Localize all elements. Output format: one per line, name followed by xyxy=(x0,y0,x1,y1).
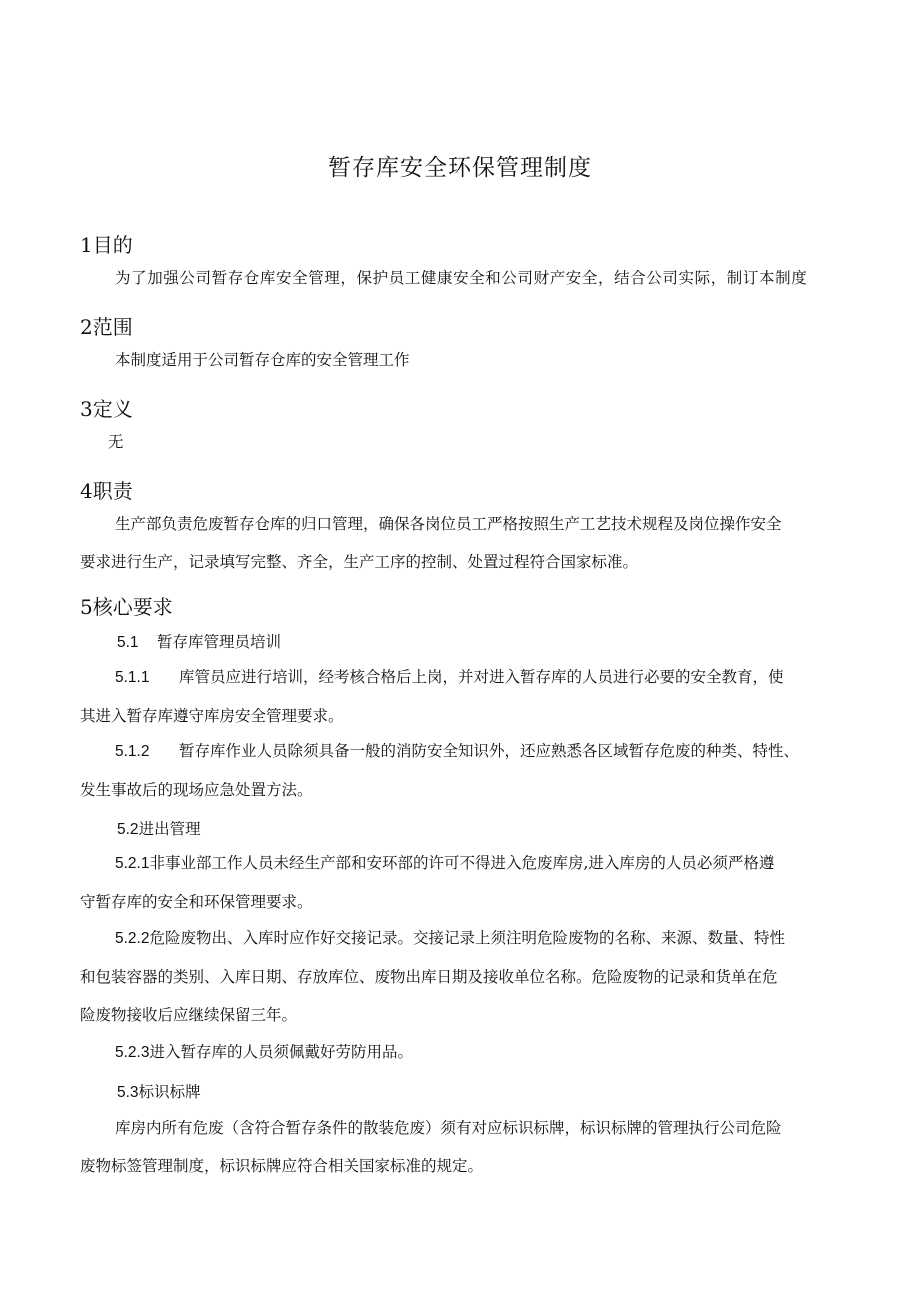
clause-5-2: 5.2进出管理 xyxy=(117,820,201,838)
document-title: 暂存库安全环保管理制度 xyxy=(328,155,592,181)
clause-5-3-body: 库房内所有危废（含符合暂存条件的散装危废）须有对应标识标牌，标识标牌的管理执行公司危险 废物标签管理制度，标识标牌应符合相关国家标准的规定。 xyxy=(80,1119,782,1175)
section-heading-purpose: 1目的 xyxy=(80,233,133,257)
clause-5-2-2: 5.2.2危险废物出、入库时应作好交接记录。交接记录上须注明危险废物的名称、来源、数量、特性 和包装容器的类别、入库日期、存放库位、废物出库日期及接收单位名称。危险废物的记录和货单在危 险废物接收后应继续保留三年。 xyxy=(80,929,785,1024)
clause-5-1-1: 5.1.1 库管员应进行培训，经考核合格后上岗，并对进入暂存库的人员进行必要的安全教育，使 其进入暂存库遵守库房安全管理要求。 xyxy=(80,668,784,725)
section-body-scope: 本制度适用于公司暂存仓库的安全管理工作 xyxy=(115,351,410,369)
clause-5-3: 5.3标识标牌 xyxy=(117,1083,201,1101)
section-body-definition: 无 xyxy=(108,433,124,451)
clause-5-2-3: 5.2.3进入暂存库的人员须佩戴好劳防用品。 xyxy=(115,1043,413,1061)
clause-5-2-1: 5.2.1非事业部工作人员未经生产部和安环部的许可不得进入危废库房,进入库房的人员必须严格遵 守暂存库的安全和环保管理要求。 xyxy=(80,854,775,911)
section-heading-responsibility: 4职责 xyxy=(80,479,133,503)
section-heading-definition: 3定义 xyxy=(80,397,133,421)
section-body-responsibility: 生产部负责危废暂存仓库的归口管理，确保各岗位员工严格按照生产工艺技术规程及岗位操作安全 要求进行生产，记录填写完整、齐全，生产工序的控制、处置过程符合国家标准。 xyxy=(80,515,782,571)
section-heading-scope: 2范围 xyxy=(80,315,133,339)
section-body-purpose: 为了加强公司暂存仓库安全管理，保护员工健康安全和公司财产安全，结合公司实际，制订本制度 xyxy=(115,269,808,287)
section-heading-core: 5核心要求 xyxy=(80,595,173,619)
clause-5-1: 5.1 暂存库管理员培训 xyxy=(117,633,282,651)
clause-5-1-2: 5.1.2 暂存库作业人员除须具备一般的消防安全知识外，还应熟悉各区域暂存危废的种类、特性、 发生事故后的现场应急处置方法。 xyxy=(80,742,800,799)
